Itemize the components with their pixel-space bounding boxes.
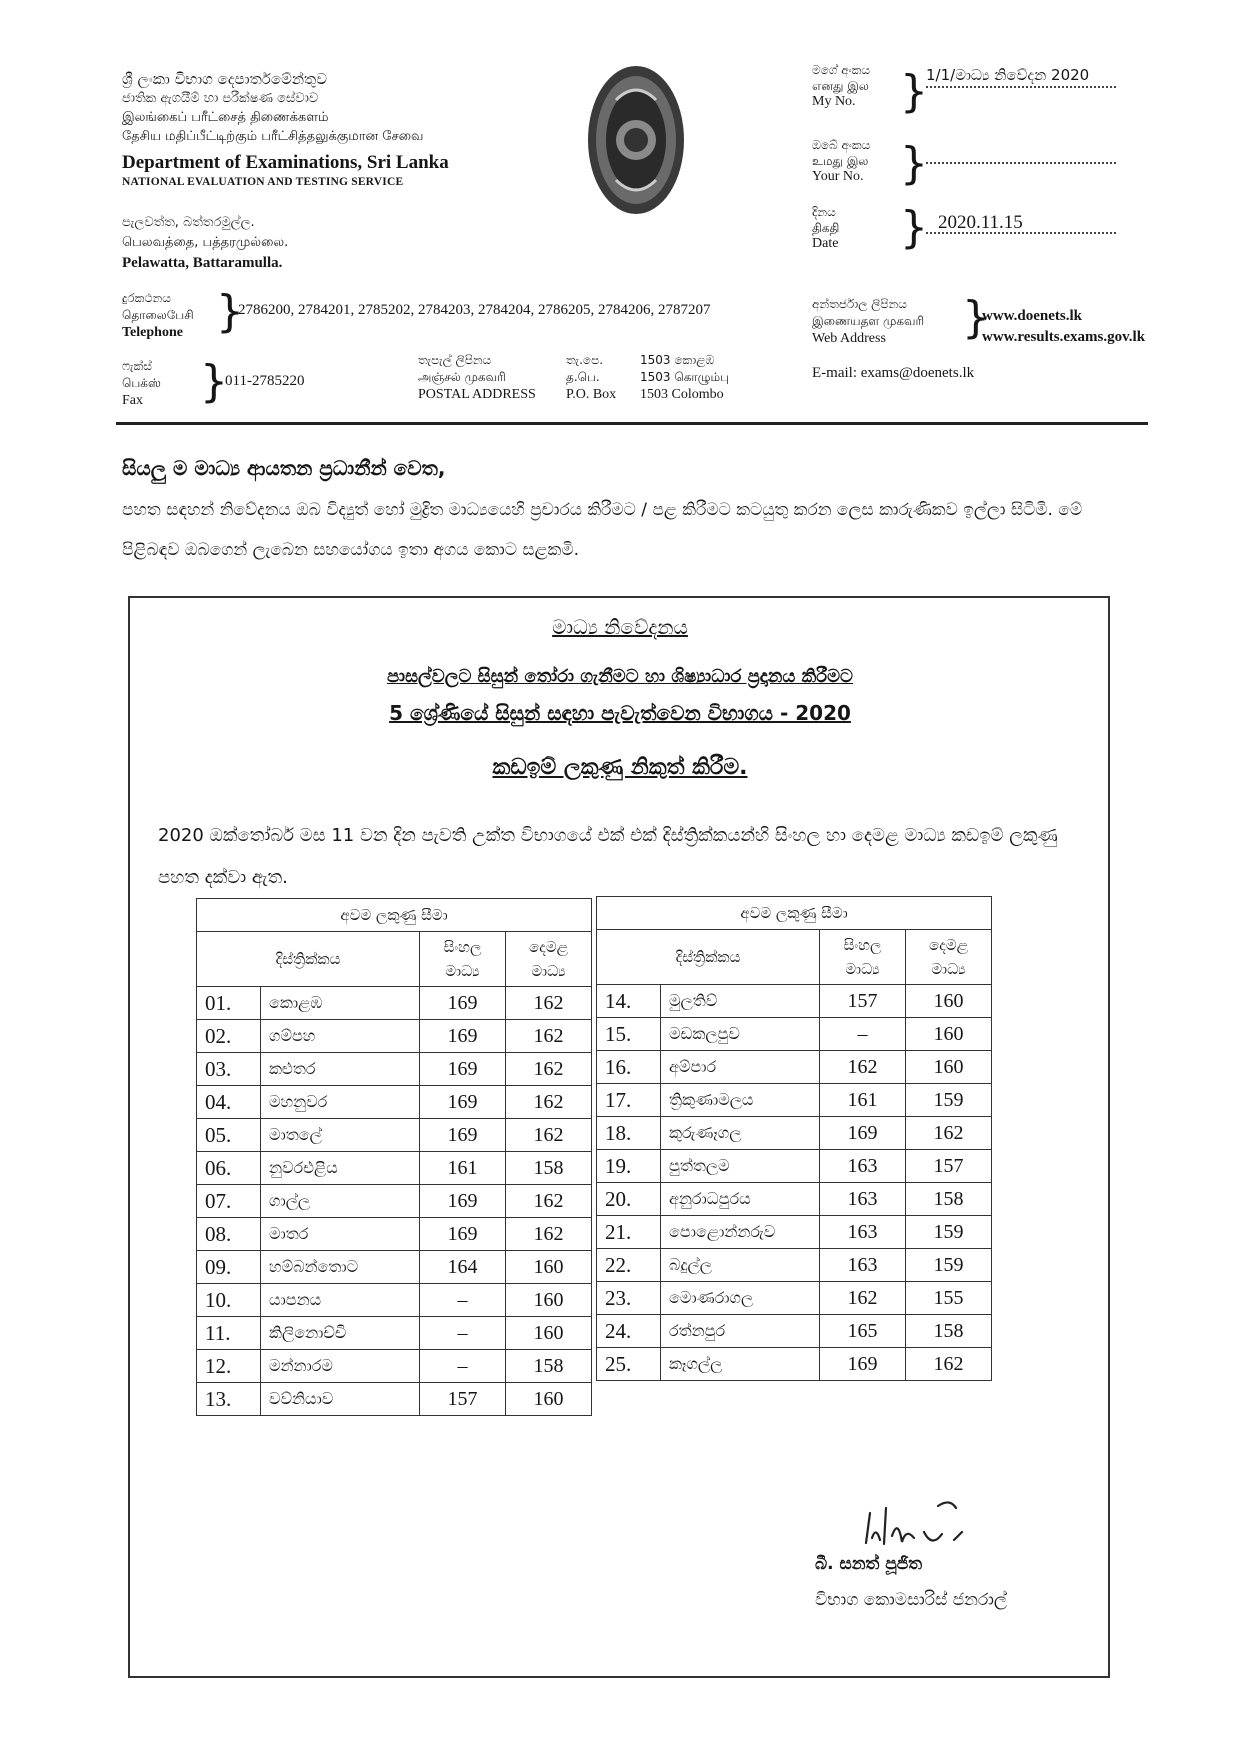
brace-icon: } (216, 286, 244, 337)
district-name: මන්නාරම (261, 1350, 420, 1383)
date-labels (812, 204, 839, 252)
intro-paragraph: පහත සඳහන් නිවේදනය ඔබ විද්‍යුත් හෝ මුද්‍රිත මාධ්‍යයෙහි ප්‍රචාරය කිරීමට / පළ කිරීමට කටයුතු කරන ලෙස කාරුණිකව ඉල්ලා සිටිමි. මේ පිළිබඳව ඔබගෙන් ලැබෙන සහයෝගය ඉතා අගය කොට සළකමි. (122, 500, 1083, 560)
table-row (197, 1020, 592, 1053)
district-number: 15. (597, 1018, 661, 1051)
salutation: සියලු ම මාධ්‍ය ආයතන ප්‍රධානීන් වෙත, (122, 456, 446, 480)
column-header-tamil (906, 930, 992, 985)
district-name: මඩකලපුව (661, 1018, 820, 1051)
header-line: දෙමළ (928, 936, 969, 954)
notice-title: මාධ්‍ය නිවේදනය (552, 615, 688, 639)
signatory-name: බී. සනත් පූජිත (815, 1554, 923, 1574)
address-line: පැලවත්ත, බත්තරමුල්ල. (122, 215, 255, 230)
table-row (597, 1183, 992, 1216)
district-number: 25. (597, 1348, 661, 1381)
district-name: අම්පාර (661, 1051, 820, 1084)
district-name: ගාල්ල (261, 1185, 420, 1218)
email-address[interactable]: E-mail: exams@doenets.lk (812, 365, 975, 381)
tamil-cutoff: 160 (906, 1051, 992, 1084)
tamil-cutoff: 157 (906, 1150, 992, 1183)
brace-icon: } (900, 66, 928, 117)
sinhala-cutoff: 162 (820, 1051, 906, 1084)
label: ඔබේ අංකය (812, 138, 871, 152)
district-name: කෑගල්ල (661, 1348, 820, 1381)
district-number: 16. (597, 1051, 661, 1084)
table-row (197, 1185, 592, 1218)
tamil-cutoff: 162 (506, 1185, 592, 1218)
table-row (597, 1348, 992, 1381)
table-row (597, 1150, 992, 1183)
tamil-cutoff: 158 (506, 1152, 592, 1185)
table-row (597, 1216, 992, 1249)
tamil-cutoff: 162 (906, 1348, 992, 1381)
my-no-labels (812, 62, 870, 110)
sinhala-cutoff: – (420, 1350, 506, 1383)
tamil-cutoff: 162 (506, 987, 592, 1020)
tamil-cutoff: 158 (506, 1350, 592, 1383)
column-header-district: දිස්ත්‍රික්කය (197, 932, 420, 987)
sinhala-cutoff: 157 (420, 1383, 506, 1416)
column-header-sinhala (820, 930, 906, 985)
header-divider (116, 422, 1148, 425)
department-name-english: Department of Examinations, Sri Lanka (122, 152, 449, 173)
signature-mark (858, 1488, 978, 1558)
label: මගේ අංකය (812, 63, 871, 77)
header-line: මාධ්‍ය (845, 960, 880, 978)
your-no-field (926, 142, 1116, 164)
my-no-value: 1/1/මාධ්‍ය නිවේදන 2020 (926, 66, 1116, 88)
tamil-cutoff: 159 (906, 1216, 992, 1249)
fax-labels (122, 358, 161, 409)
table-row (597, 1018, 992, 1051)
sinhala-cutoff: 161 (420, 1152, 506, 1185)
district-name: යාපනය (261, 1284, 420, 1317)
po-labels (566, 352, 616, 403)
label: තැපැල් ලිපිනය (418, 353, 492, 367)
district-name: මුලතිව් (661, 985, 820, 1018)
table-row (597, 1315, 992, 1348)
signatory-title: විභාග කොමසාරිස් ජනරාල් (815, 1590, 1007, 1610)
sinhala-cutoff: 169 (420, 1086, 506, 1119)
district-number: 01. (197, 987, 261, 1020)
district-name: අනුරාධපුරය (661, 1183, 820, 1216)
sinhala-cutoff: 163 (820, 1216, 906, 1249)
your-no-value (926, 142, 1116, 164)
header-line: මාධ්‍ය (931, 960, 966, 978)
district-name: නුවරඑළිය (261, 1152, 420, 1185)
tamil-cutoff: 160 (506, 1251, 592, 1284)
district-name: බදුල්ල (661, 1249, 820, 1282)
table-row (197, 1086, 592, 1119)
district-number: 04. (197, 1086, 261, 1119)
district-name: ගම්පහ (261, 1020, 420, 1053)
header-line: මාධ්‍ය (531, 962, 566, 980)
value: 1503 கொழும்பு (640, 370, 730, 384)
address-line: பெலவத்தை, பத்தரமுல்லை. (122, 235, 289, 250)
district-number: 12. (197, 1350, 261, 1383)
notice-heading: කඩඉම් ලකුණු නිකුත් කිරීම. (492, 755, 748, 780)
table-row (197, 1218, 592, 1251)
tamil-cutoff: 160 (906, 985, 992, 1018)
label: Telephone (122, 325, 183, 340)
notice-subtitle-2: 5 ශ්‍රේණියේ සිසුන් සඳහා පැවැත්වෙන විභාගය - 2020 (389, 701, 851, 725)
table-row (197, 1350, 592, 1383)
date-field (926, 212, 1116, 234)
web-link[interactable]: www.doenets.lk (982, 308, 1083, 324)
label: Fax (122, 393, 143, 408)
sinhala-cutoff: 169 (820, 1348, 906, 1381)
tamil-cutoff: 160 (906, 1018, 992, 1051)
label: P.O. Box (566, 387, 617, 402)
table-row (197, 1119, 592, 1152)
sinhala-cutoff: 165 (820, 1315, 906, 1348)
column-header-district: දිස්ත්‍රික්කය (597, 930, 820, 985)
district-name: කිලිනොච්චි (261, 1317, 420, 1350)
value: 1503 කොළඹ (640, 353, 715, 367)
web-link[interactable]: www.results.exams.gov.lk (982, 329, 1146, 345)
brace-icon: } (200, 356, 228, 407)
table-row (197, 1053, 592, 1086)
label: Date (812, 236, 839, 251)
column-header-tamil (506, 932, 592, 987)
sinhala-cutoff: 163 (820, 1150, 906, 1183)
district-number: 18. (597, 1117, 661, 1150)
label: තැ.පෙ. (566, 353, 604, 367)
brace-icon: } (962, 292, 990, 343)
sinhala-cutoff: 157 (820, 985, 906, 1018)
sinhala-cutoff: 169 (420, 1119, 506, 1152)
district-name: කළුතර (261, 1053, 420, 1086)
district-number: 20. (597, 1183, 661, 1216)
district-number: 10. (197, 1284, 261, 1317)
district-number: 21. (597, 1216, 661, 1249)
district-name: කොළඹ (261, 987, 420, 1020)
district-name: පුත්තලම (661, 1150, 820, 1183)
district-number: 17. (597, 1084, 661, 1117)
table-group-header: අවම ලකුණු සීමා (197, 899, 592, 932)
label: அஞ்சல் முகவரி (418, 370, 506, 384)
telephone-numbers: 2786200, 2784201, 2785202, 2784203, 2784204, 2786205, 2784206, 2787207 (238, 302, 711, 318)
district-number: 09. (197, 1251, 261, 1284)
notice-subtitle-1: පාසල්වලට සිසුන් තෝරා ගැනීමට හා ශිෂ්‍යාධාර ප්‍රදානය කිරීමට (387, 666, 853, 687)
tamil-cutoff: 162 (506, 1053, 592, 1086)
table-row (597, 1117, 992, 1150)
tamil-cutoff: 162 (506, 1119, 592, 1152)
cutoff-table-right (596, 896, 992, 1381)
tamil-cutoff: 160 (506, 1317, 592, 1350)
tamil-cutoff: 162 (506, 1218, 592, 1251)
label: எனது இல (812, 79, 869, 93)
district-number: 24. (597, 1315, 661, 1348)
sinhala-cutoff: 163 (820, 1249, 906, 1282)
sinhala-cutoff: 162 (820, 1282, 906, 1315)
national-emblem-icon (584, 60, 688, 220)
sinhala-cutoff: 169 (420, 1185, 506, 1218)
sinhala-cutoff: 169 (420, 1218, 506, 1251)
sinhala-cutoff: 169 (420, 1020, 506, 1053)
cutoff-table-left (196, 898, 592, 1416)
label: POSTAL ADDRESS (418, 387, 536, 402)
dept-line: தேசிய மதிப்பீட்டிற்கும் பரீட்சித்தலுக்குமான சேவை (122, 129, 424, 144)
header-line: මාධ්‍ය (445, 962, 480, 980)
my-no-field (926, 66, 1116, 88)
table-row (197, 1284, 592, 1317)
label: திகதி (812, 221, 840, 235)
district-name: මහනුවර (261, 1086, 420, 1119)
value: 1503 Colombo (640, 387, 724, 402)
district-name: මාතලේ (261, 1119, 420, 1152)
district-name: රත්නපුර (661, 1315, 820, 1348)
label: இணையதள முகவரி (812, 314, 925, 328)
label: ෆැක්ස් (122, 359, 152, 373)
tamil-cutoff: 159 (906, 1084, 992, 1117)
district-name: හම්බන්තොට (261, 1251, 420, 1284)
table-row (197, 1383, 592, 1416)
district-number: 22. (597, 1249, 661, 1282)
district-number: 23. (597, 1282, 661, 1315)
table-row (597, 1084, 992, 1117)
table-body-right (597, 985, 992, 1381)
table-row (197, 987, 592, 1020)
sinhala-cutoff: 169 (420, 1053, 506, 1086)
header-line: සිංහල (843, 936, 882, 954)
label: My No. (812, 94, 856, 109)
district-number: 05. (197, 1119, 261, 1152)
district-name: ත්‍රිකුණාමලය (661, 1084, 820, 1117)
telephone-labels (122, 290, 194, 341)
dept-line: இலங்கைப் பரீட்சைத் திணைக்களம் (122, 110, 329, 125)
table-group-header: අවම ලකුණු සීමා (597, 897, 992, 930)
brace-icon: } (900, 138, 928, 189)
table-row (597, 1282, 992, 1315)
label: Your No. (812, 169, 864, 184)
label: දුරකථනය (122, 291, 171, 305)
sinhala-cutoff: 169 (820, 1117, 906, 1150)
table-row (597, 1051, 992, 1084)
notice-paragraph: 2020 ඔක්තෝබර් මස 11 වන දින පැවති උක්ත විභාගයේ එක් එක් දිස්ත්‍රික්කයන්හි සිංහල හා දෙමළ මාධ්‍ය කඩඉම් ලකුණු පහත දක්වා ඇත. (158, 825, 1058, 888)
tamil-cutoff: 162 (906, 1117, 992, 1150)
column-header-sinhala (420, 932, 506, 987)
tamil-cutoff: 162 (506, 1020, 592, 1053)
table-row (597, 985, 992, 1018)
tamil-cutoff: 160 (506, 1284, 592, 1317)
district-name: මොණරාගල (661, 1282, 820, 1315)
district-name: වව්නියාව (261, 1383, 420, 1416)
tamil-cutoff: 159 (906, 1249, 992, 1282)
district-name: කුරුණෑගල (661, 1117, 820, 1150)
table-row (197, 1251, 592, 1284)
district-number: 02. (197, 1020, 261, 1053)
table-row (197, 1152, 592, 1185)
postal-labels (418, 352, 536, 403)
department-name-local (122, 70, 423, 146)
district-number: 07. (197, 1185, 261, 1218)
label: தொலைபேசி (122, 308, 194, 322)
date-value: 2020.11.15 (926, 212, 1116, 234)
brace-icon: } (900, 202, 928, 253)
district-number: 19. (597, 1150, 661, 1183)
fax-number: 011-2785220 (225, 373, 305, 389)
sinhala-cutoff: 163 (820, 1183, 906, 1216)
district-name: පොළොන්නරුව (661, 1216, 820, 1249)
sinhala-cutoff: – (820, 1018, 906, 1051)
district-number: 03. (197, 1053, 261, 1086)
tamil-cutoff: 158 (906, 1183, 992, 1216)
table-body-left (197, 987, 592, 1416)
sinhala-cutoff: 164 (420, 1251, 506, 1284)
web-labels (812, 296, 924, 347)
dept-line: ශ්‍රී ලංකා විභාග දෙපාර්තමේන්තුව (122, 70, 328, 88)
district-number: 11. (197, 1317, 261, 1350)
web-addresses (982, 306, 1145, 348)
address-line: Pelawatta, Battaramulla. (122, 255, 283, 271)
label: பெக்ஸ் (122, 376, 161, 390)
district-number: 08. (197, 1218, 261, 1251)
your-no-labels (812, 137, 870, 185)
address-block (122, 213, 288, 273)
dept-line: ජාතික ඇගයීම් හා පරීක්ෂණ සේවාව (122, 91, 319, 106)
label: த.பெ. (566, 370, 600, 384)
label: உமது இல (812, 154, 869, 168)
tamil-cutoff: 158 (906, 1315, 992, 1348)
tamil-cutoff: 160 (506, 1383, 592, 1416)
district-number: 14. (597, 985, 661, 1018)
district-number: 06. (197, 1152, 261, 1185)
tamil-cutoff: 162 (506, 1086, 592, 1119)
department-subtitle: NATIONAL EVALUATION AND TESTING SERVICE (122, 176, 404, 188)
label: අන්තර්ජාල ලිපිනය (812, 297, 907, 311)
district-name: මාතර (261, 1218, 420, 1251)
header-line: දෙමළ (528, 938, 569, 956)
sinhala-cutoff: – (420, 1317, 506, 1350)
table-row (197, 1317, 592, 1350)
district-number: 13. (197, 1383, 261, 1416)
sinhala-cutoff: – (420, 1284, 506, 1317)
header-line: සිංහල (443, 938, 482, 956)
table-row (597, 1249, 992, 1282)
sinhala-cutoff: 169 (420, 987, 506, 1020)
tamil-cutoff: 155 (906, 1282, 992, 1315)
po-values (640, 352, 729, 403)
label: දිනය (812, 205, 836, 219)
label: Web Address (812, 331, 886, 346)
sinhala-cutoff: 161 (820, 1084, 906, 1117)
